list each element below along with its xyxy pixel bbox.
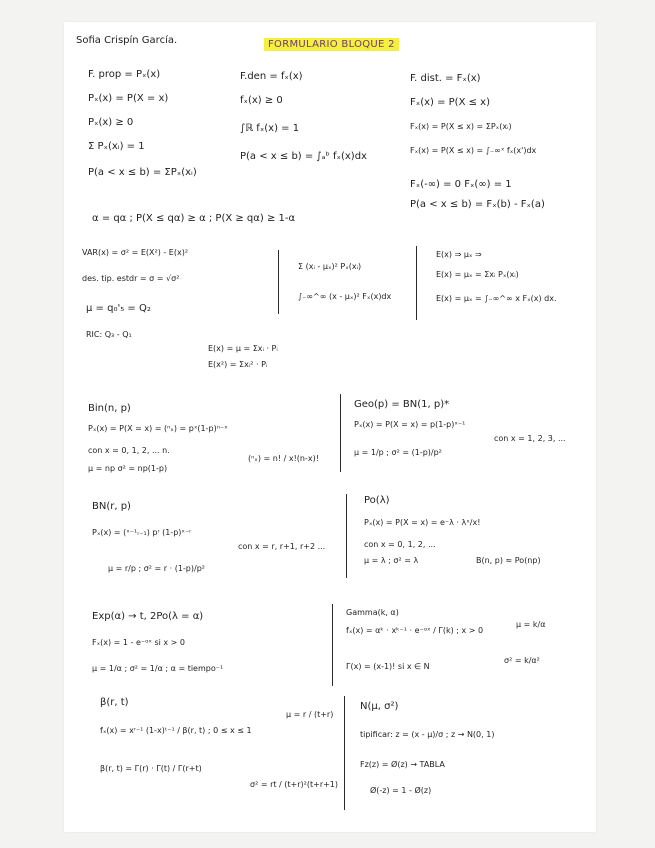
divider-exponential [332,604,333,686]
poisson-support: con x = 0, 1, 2, ... [364,540,436,549]
quantile-formula: α = qα ; P(X ≤ qα) ≥ α ; P(X ≥ qα) ≥ 1-α [92,213,296,224]
discrete-line-1: F. prop = Pₓ(x) [88,69,161,80]
beta-mean: μ = r / (t+r) [286,710,334,719]
poisson-approximation: B(n, p) ≈ Po(np) [476,556,541,565]
exponential-cdf: Fₓ(x) = 1 - e⁻ᵅˣ si x > 0 [92,638,186,647]
poisson-title: Po(λ) [364,495,390,506]
binomial-pmf: Pₓ(x) = P(X = x) = (ⁿₓ) = pˣ(1-p)ⁿ⁻ˣ [88,424,228,433]
poisson-pmf: Pₓ(x) = P(X = x) = e⁻λ · λˣ/x! [364,518,481,527]
discrete-line-3: Pₓ(x) ≥ 0 [88,117,134,128]
variance-discrete-sum: Σ (xᵢ - μₓ)² Pₓ(xᵢ) [298,262,362,271]
binomial-combination: (ⁿₓ) = n! / x!(n-x)! [248,454,319,463]
gamma-title: Gamma(k, α) [346,608,399,617]
binomial-moments: μ = np σ² = np(1-p) [88,464,168,473]
page-title: FORMULARIO BLOQUE 2 [264,38,399,51]
author-name: Sofia Crispín García. [76,35,178,46]
normal-title: N(μ, σ²) [360,701,399,712]
expectation-line-3: E(x) = μₓ = ∫₋∞^∞ x Fₓ(x) dx. [436,294,557,303]
distribution-line-4: Fₓ(x) = P(X ≤ x) = ∫₋∞ˣ fₓ(x')dx [410,146,537,155]
geometric-moments: μ = 1/p ; σ² = (1-p)/p² [354,448,442,457]
negbinomial-title: BN(r, p) [92,501,131,512]
distribution-line-2: Fₓ(x) = P(X ≤ x) [410,97,490,108]
variance-continuous-integral: ∫₋∞^∞ (x - μₓ)² Fₓ(x)dx [298,292,392,301]
expectation-sum-2: E(x²) = Σxᵢ² · Pᵢ [208,360,268,369]
beta-pdf: fₓ(x) = xʳ⁻¹ (1-x)ᵗ⁻¹ / β(r, t) ; 0 ≤ x ≤ 1 [100,726,252,735]
beta-function: β(r, t) = Γ(r) · Γ(t) / Γ(r+t) [100,764,202,773]
discrete-line-4: Σ Pₓ(xᵢ) = 1 [88,141,145,152]
divider-beta [344,696,345,810]
divider-variance-right [416,246,417,320]
negbinomial-support: con x = r, r+1, r+2 ... [238,542,326,551]
normal-standardize: tipificar: z = (x - μ)/σ ; z → N(0, 1) [360,730,495,739]
distribution-line-6: P(a < x ≤ b) = Fₓ(b) - Fₓ(a) [410,199,545,210]
normal-symmetry: Ø(-z) = 1 - Ø(z) [370,786,432,795]
exponential-title: Exp(α) → t, 2Po(λ = α) [92,611,204,622]
normal-cdf: Fz(z) = Ø(z) → TABLA [360,760,445,769]
exponential-moments: μ = 1/α ; σ² = 1/α ; α = tiempo⁻¹ [92,664,224,673]
expectation-sum-1: E(x) = μ = Σxᵢ · Pᵢ [208,344,278,353]
gamma-function: Γ(x) = (x-1)! si x ∈ N [346,662,430,671]
gamma-mean: μ = k/α [516,620,546,629]
negbinomial-pmf: Pₓ(x) = (ˣ⁻¹ᵣ₋₁) pʳ (1-p)ˣ⁻ʳ [92,528,192,537]
variance-line-4: RIC: Q₃ - Q₁ [86,330,132,339]
gamma-pdf: fₓ(x) = αᵏ · xᵏ⁻¹ · e⁻ᵅˣ / Γ(k) ; x > 0 [346,626,484,635]
geometric-pmf: Pₓ(x) = P(X = x) = p(1-p)ˣ⁻¹ [354,420,466,429]
beta-variance: σ² = rt / (t+r)²(t+r+1) [250,780,339,789]
beta-title: β(r, t) [100,697,129,708]
distribution-line-3: Fₓ(x) = P(X ≤ x) = ΣPₓ(xᵢ) [410,122,512,131]
variance-line-3: μ = q₀'₅ = Q₂ [86,303,151,314]
discrete-line-2: Pₓ(x) = P(X = x) [88,93,169,104]
density-line-1: F.den = fₓ(x) [240,71,303,82]
variance-line-1: VAR(x) = σ² = E(X²) - E(x)² [82,248,189,257]
geometric-title: Geo(p) = BN(1, p)* [354,399,450,410]
gamma-variance: σ² = k/α² [504,656,540,665]
discrete-line-5: P(a < x ≤ b) = ΣPₓ(xᵢ) [88,167,197,178]
density-line-3: ∫ℝ fₓ(x) = 1 [240,123,300,134]
binomial-title: Bin(n, p) [88,403,131,414]
divider-variance-left [278,250,279,314]
expectation-line-1: E(x) ⇒ μₓ ⇒ [436,250,482,259]
expectation-line-2: E(x) = μₓ = Σxᵢ Pₓ(xᵢ) [436,270,519,279]
variance-line-2: des. tip. estdr = σ = √σ² [82,274,180,283]
divider-binomial [340,394,341,472]
density-line-4: P(a < x ≤ b) = ∫ₐᵇ fₓ(x)dx [240,151,367,162]
paper-sheet [64,22,596,832]
distribution-line-1: F. dist. = Fₓ(x) [410,73,481,84]
negbinomial-moments: μ = r/p ; σ² = r · (1-p)/p² [108,564,205,573]
binomial-support: con x = 0, 1, 2, ... n. [88,446,170,455]
density-line-2: fₓ(x) ≥ 0 [240,95,283,106]
poisson-moments: μ = λ ; σ² = λ [364,556,419,565]
distribution-line-5: Fₓ(-∞) = 0 Fₓ(∞) = 1 [410,179,512,190]
geometric-support: con x = 1, 2, 3, ... [494,434,566,443]
divider-negbinomial [346,494,347,578]
